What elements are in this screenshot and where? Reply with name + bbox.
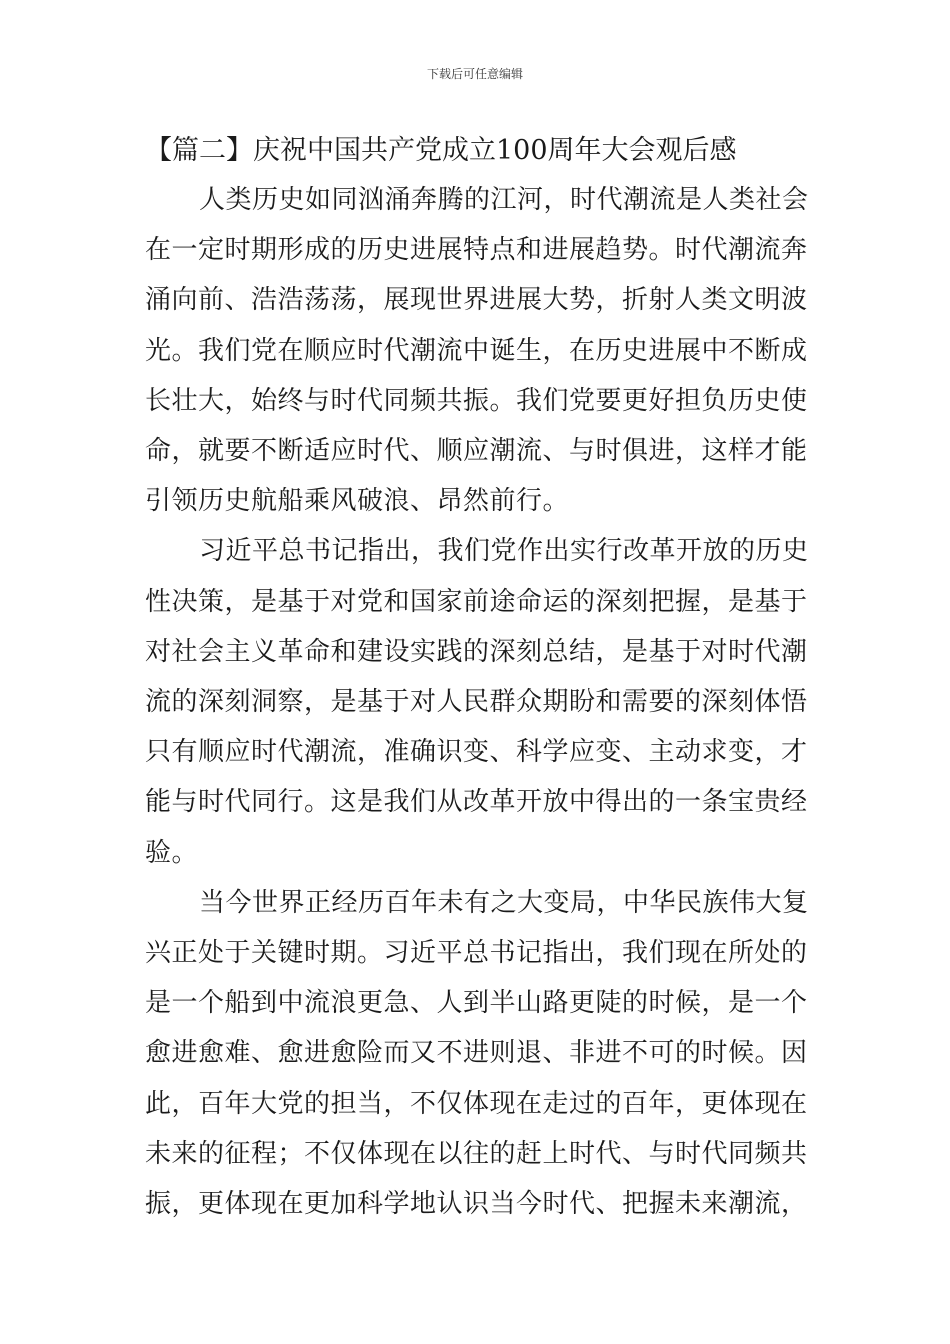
text-line: 愈进愈难、愈进愈险而又不进则退、非进不可的时候。因 bbox=[145, 1038, 808, 1069]
paragraph-3 bbox=[145, 878, 815, 1229]
text-line: 人类历史如同汹涌奔腾的江河，时代潮流是人类社会 bbox=[199, 185, 809, 215]
text-line: 此，百年大党的担当，不仅体现在走过的百年，更体现在 bbox=[145, 1088, 808, 1119]
text-line: 引领历史航船乘风破浪、昂然前行。 bbox=[145, 486, 570, 517]
text-line: 流的深刻洞察，是基于对人民群众期盼和需要的深刻体悟 bbox=[145, 687, 808, 718]
text-line: 是一个船到中流浪更急、人到半山路更陡的时候，是一个 bbox=[145, 988, 808, 1019]
document-body bbox=[145, 127, 815, 1229]
text-line: 能与时代同行。这是我们从改革开放中得出的一条宝贵经 bbox=[145, 787, 808, 818]
page-header-note: 下载后可任意编辑 bbox=[426, 67, 523, 81]
text-line: 长壮大，始终与时代同频共振。我们党要更好担负历史使 bbox=[145, 385, 808, 416]
text-line: 命，就要不断适应时代、顺应潮流、与时俱进，这样才能 bbox=[145, 436, 808, 467]
text-line: 习近平总书记指出，我们党作出实行改革开放的历史 bbox=[199, 536, 809, 567]
text-line: 对社会主义革命和建设实践的深刻总结，是基于对时代潮 bbox=[145, 636, 808, 667]
text-line: 兴正处于关键时期。习近平总书记指出，我们现在所处的 bbox=[145, 938, 808, 969]
text-line: 涌向前、浩浩荡荡，展现世界进展大势，折射人类文明波 bbox=[145, 285, 808, 316]
paragraph-2 bbox=[145, 526, 815, 877]
text-line: 在一定时期形成的历史进展特点和进展趋势。时代潮流奔 bbox=[145, 235, 808, 266]
paragraph-1 bbox=[145, 175, 815, 526]
text-line: 只有顺应时代潮流，准确识变、科学应变、主动求变，才 bbox=[145, 737, 808, 768]
text-line: 光。我们党在顺应时代潮流中诞生，在历史进展中不断成 bbox=[145, 335, 808, 366]
text-line: 当今世界正经历百年未有之大变局，中华民族伟大复 bbox=[199, 887, 809, 918]
text-line: 性决策，是基于对党和国家前途命运的深刻把握，是基于 bbox=[145, 586, 808, 617]
text-line: 振，更体现在更加科学地认识当今时代、把握未来潮流， bbox=[145, 1189, 808, 1220]
text-line: 验。 bbox=[145, 837, 199, 868]
text-line: 未来的征程；不仅体现在以往的赶上时代、与时代同频共 bbox=[145, 1138, 808, 1169]
document-title: 【篇二】庆祝中国共产党成立100周年大会观后感 bbox=[145, 135, 737, 166]
